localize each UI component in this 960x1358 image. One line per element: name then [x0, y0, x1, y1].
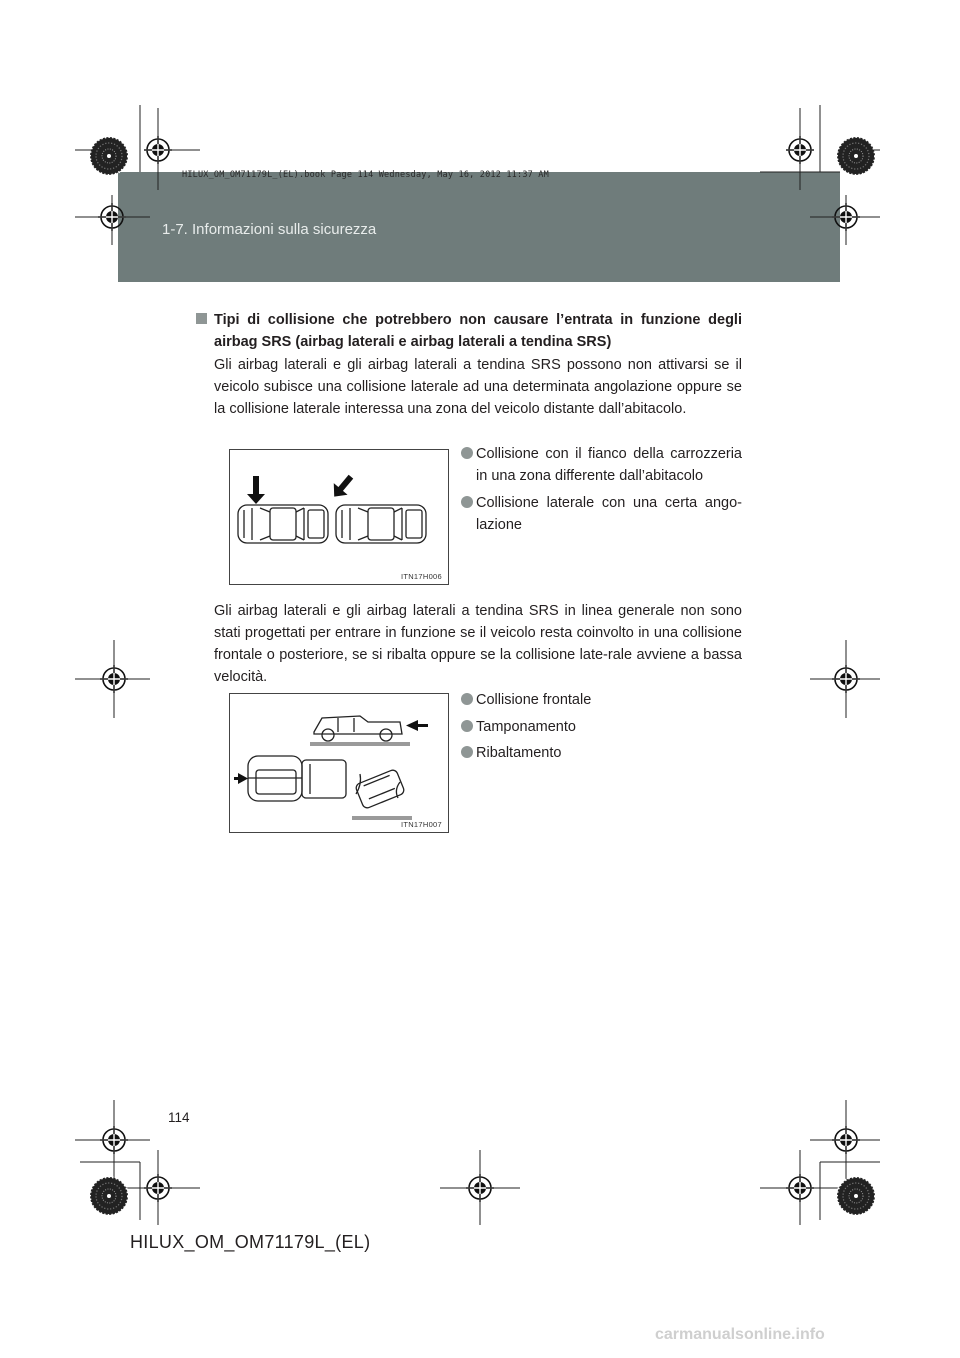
- figure-code: ITN17H007: [400, 820, 442, 829]
- watermark: carmanualsonline.info: [655, 1326, 825, 1343]
- list-item: Collisione con il fianco della carrozzeria in una zona differente dall’abitacolo: [461, 443, 742, 487]
- round-bullet-icon: [461, 496, 473, 508]
- paragraph-side-airbag-conditions: Gli airbag laterali e gli airbag laterali a tendina SRS possono non attivarsi se il veicolo subisce una collisione laterale ad una determinata angolazione oppure se la collisione laterale interessa una zona del veicolo distante dall’abitacolo.: [214, 357, 742, 417]
- round-bullet-icon: [461, 693, 473, 705]
- document-code: HILUX_OM_OM71179L_(EL): [130, 1232, 371, 1252]
- list-item: Ribaltamento: [461, 742, 742, 764]
- list-item: Collisione frontale: [461, 689, 742, 711]
- book-file-stamp: HILUX_OM_OM71179L_(EL).book Page 114 Wednesday, May 16, 2012 11:37 AM: [182, 170, 549, 180]
- side-collision-illustration: [230, 450, 448, 584]
- paragraph-airbag-limitations: Gli airbag laterali e gli airbag laterali a tendina SRS in linea generale non sono stati progettati per entrare in funzione se il veicolo resta coinvolto in una collisione frontale o posteriore, se si ribalta oppure se la collisione late-rale avviene a bassa velocità.: [214, 603, 742, 685]
- figure-code: ITN17H006: [400, 572, 442, 581]
- round-bullet-icon: [461, 447, 473, 459]
- round-bullet-icon: [461, 720, 473, 732]
- section-title: 1-7. Informazioni sulla sicurezza: [162, 221, 377, 238]
- section-heading: [214, 309, 742, 353]
- square-bullet-icon: [196, 313, 207, 324]
- section-heading-text: Tipi di collisione che potrebbero non causare l’entrata in funzione degli airbag SRS (airbag laterali e airbag laterali a tendina SRS): [214, 312, 742, 350]
- list-item: Tamponamento: [461, 716, 742, 738]
- figure-frontal-rear-rollover: [229, 693, 449, 833]
- list-item: Collisione laterale con una certa ango-lazione: [461, 492, 742, 536]
- round-bullet-icon: [461, 746, 473, 758]
- page-number: 114: [168, 1110, 190, 1125]
- figure-side-collision: [229, 449, 449, 585]
- collision-types-illustration: [230, 694, 448, 832]
